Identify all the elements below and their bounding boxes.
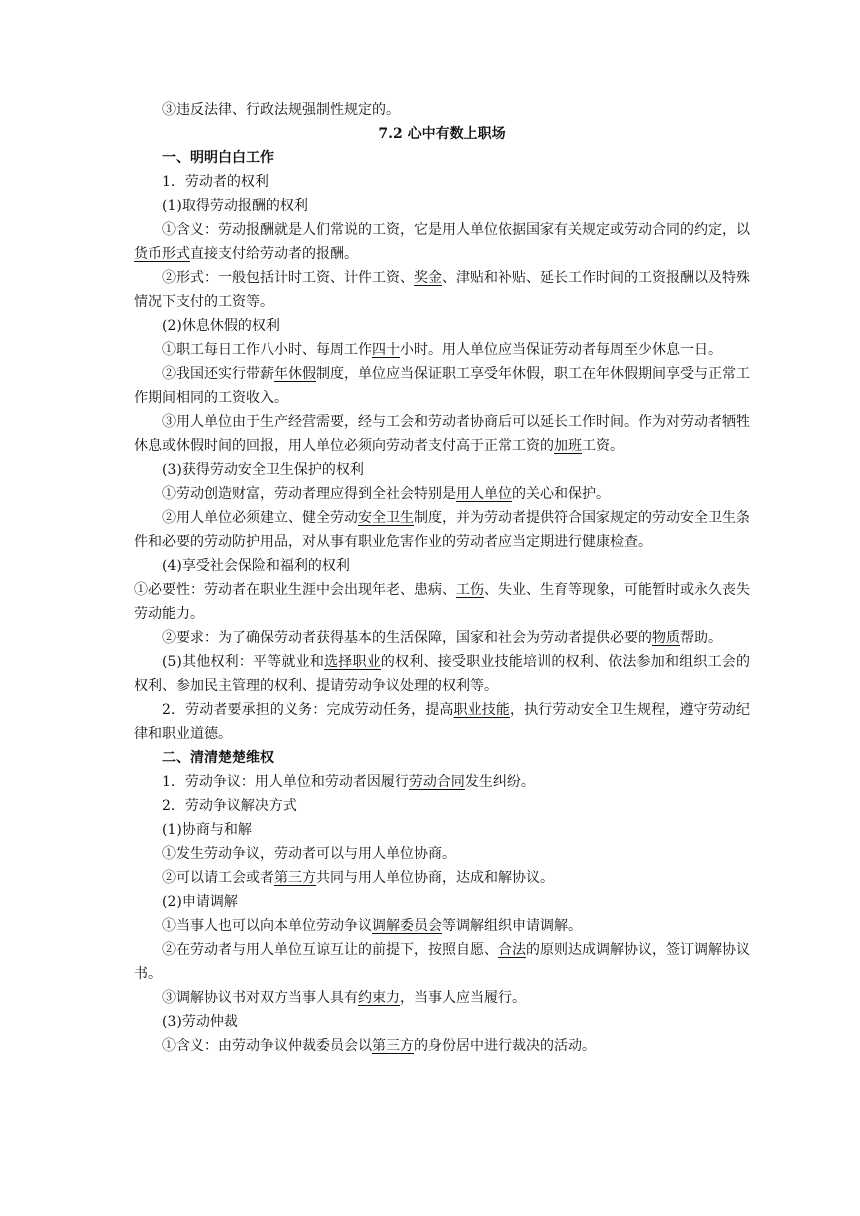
underlined-term: 选择职业 — [324, 654, 381, 670]
underlined-term: 货币形式 — [134, 246, 190, 262]
underlined-term: 职业技能 — [453, 702, 511, 718]
paragraph: ②可以请工会或者第三方共同与用人单位协商，达成和解协议。 — [162, 870, 554, 886]
underlined-term: 第三方 — [372, 1038, 414, 1054]
paragraph: ②要求：为了确保劳动者获得基本的生活保障，国家和社会为劳动者提供必要的物质帮助。 — [162, 630, 722, 646]
paragraph: ②在劳动者与用人单位互谅互让的前提下，按照自愿、合法的原则达成调解协议，签订调解协议书。 — [134, 942, 750, 982]
section-title: 7.2 心中有数上职场 — [378, 126, 506, 142]
paragraph: (2)休息休假的权利 — [162, 318, 280, 334]
paragraph: ①职工每日工作八小时、每周工作四十小时。用人单位应当保证劳动者每周至少休息一日。 — [162, 342, 722, 358]
paragraph: ①含义：劳动报酬就是人们常说的工资，它是用人单位依据国家有关规定或劳动合同的约定，以货币形式直接支付给劳动者的报酬。 — [134, 222, 750, 262]
paragraph: 1．劳动争议：用人单位和劳动者因履行劳动合同发生纠纷。 — [162, 774, 535, 790]
paragraph: ①当事人也可以向本单位劳动争议调解委员会等调解组织申请调解。 — [162, 918, 582, 934]
underlined-term: 工伤 — [456, 582, 484, 598]
paragraph: (2)申请调解 — [162, 894, 238, 910]
underlined-term: 调解委员会 — [372, 918, 442, 934]
paragraph: (5)其他权利：平等就业和选择职业的权利、接受职业技能培训的权利、依法参加和组织工会的权利、参加民主管理的权利、提请劳动争议处理的权利等。 — [134, 654, 751, 694]
paragraph: ③调解协议书对双方当事人具有约束力，当事人应当履行。 — [162, 990, 526, 1006]
paragraph: ①必要性：劳动者在职业生涯中会出现年老、患病、工伤、失业、生育等现象，可能暂时或永久丧失劳动能力。 — [134, 582, 750, 622]
paragraph: 1．劳动者的权利 — [162, 174, 269, 190]
underlined-term: 安全卫生 — [358, 510, 414, 526]
paragraph: 2．劳动争议解决方式 — [162, 798, 297, 814]
paragraph: ①发生劳动争议，劳动者可以与用人单位协商。 — [162, 846, 456, 862]
paragraph: ②我国还实行带薪年休假制度，单位应当保证职工享受年休假，职工在年休假期间享受与正常工作期间相同的工资收入。 — [134, 366, 750, 406]
paragraph: ①劳动创造财富，劳动者理应得到全社会特别是用人单位的关心和保护。 — [162, 486, 610, 502]
paragraph: (1)协商与和解 — [162, 822, 252, 838]
paragraph: ③违反法律、行政法规强制性规定的。 — [162, 102, 400, 118]
underlined-term: 第三方 — [274, 870, 316, 886]
underlined-term: 合法 — [498, 942, 526, 958]
underlined-term: 年休假 — [274, 366, 316, 382]
paragraph: ①含义：由劳动争议仲裁委员会以第三方的身份居中进行裁决的活动。 — [162, 1038, 596, 1054]
underlined-term: 约束力 — [358, 990, 400, 1006]
heading: 一、明明白白工作 — [162, 150, 274, 166]
paragraph: (1)取得劳动报酬的权利 — [162, 198, 308, 214]
paragraph: (4)享受社会保险和福利的权利 — [162, 558, 350, 574]
underlined-term: 物质 — [652, 630, 680, 646]
paragraph: ②用人单位必须建立、健全劳动安全卫生制度，并为劳动者提供符合国家规定的劳动安全卫生条件和必要的劳动防护用品，对从事有职业危害作业的劳动者应当定期进行健康检查。 — [134, 510, 750, 550]
underlined-term: 奖金 — [414, 270, 442, 286]
heading: 二、清清楚楚维权 — [162, 750, 274, 766]
paragraph: 2．劳动者要承担的义务：完成劳动任务，提高职业技能，执行劳动安全卫生规程，遵守劳动纪律和职业道德。 — [134, 702, 751, 742]
underlined-term: 加班 — [554, 438, 582, 454]
underlined-term: 用人单位 — [456, 486, 512, 502]
paragraph: (3)获得劳动安全卫生保护的权利 — [162, 462, 364, 478]
underlined-term: 劳动合同 — [408, 774, 465, 790]
paragraph: ②形式：一般包括计时工资、计件工资、奖金、津贴和补贴、延长工作时间的工资报酬以及特殊情况下支付的工资等。 — [134, 270, 750, 310]
underlined-term: 四十 — [372, 342, 400, 358]
paragraph: ③用人单位由于生产经营需要，经与工会和劳动者协商后可以延长工作时间。作为对劳动者牺牲休息或休假时间的回报，用人单位必须向劳动者支付高于正常工资的加班工资。 — [134, 414, 750, 454]
paragraph: (3)劳动仲裁 — [162, 1014, 238, 1030]
